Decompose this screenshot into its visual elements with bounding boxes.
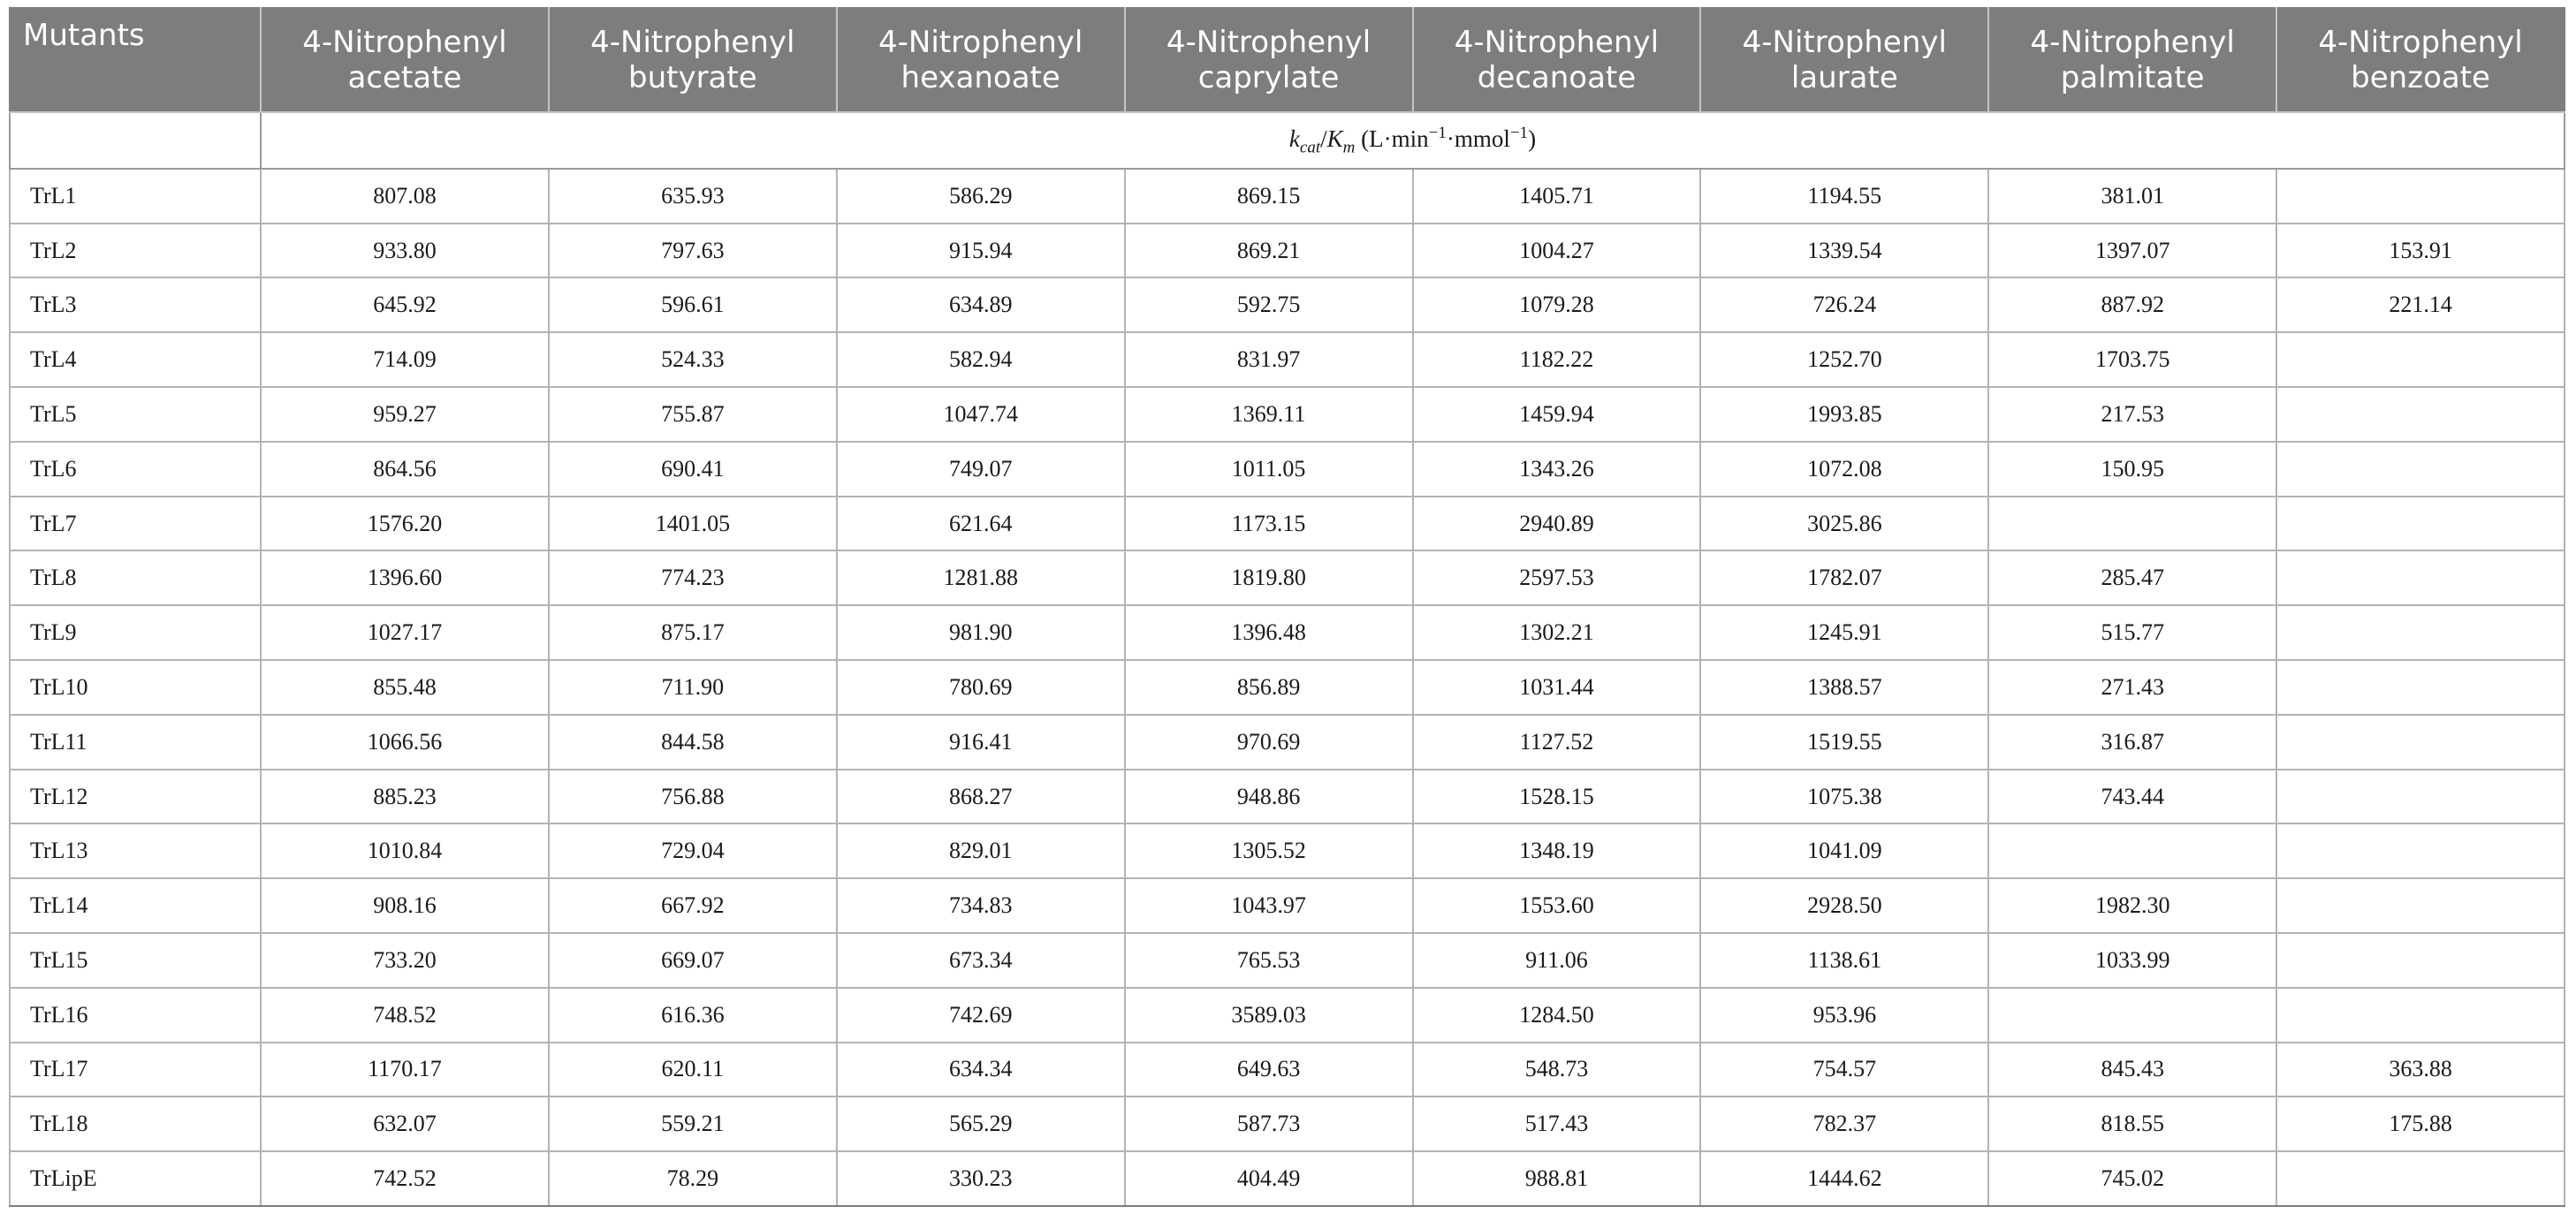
value-cell: 988.81 xyxy=(1413,1151,1701,1206)
value-cell xyxy=(2276,878,2565,933)
km-sub: m xyxy=(1342,138,1356,157)
value-cell: 807.08 xyxy=(261,169,549,224)
value-cell: 875.17 xyxy=(549,605,837,660)
value-cell: 864.56 xyxy=(261,442,549,497)
value-cell: 285.47 xyxy=(1988,550,2276,605)
value-cell: 754.57 xyxy=(1700,1043,1988,1097)
header-substrate xyxy=(1413,8,1701,112)
value-cell: 887.92 xyxy=(1988,277,2276,332)
value-cell: 78.29 xyxy=(549,1151,837,1206)
value-cell: 868.27 xyxy=(837,770,1125,824)
value-cell: 1031.44 xyxy=(1413,660,1701,715)
kcat-sub: cat xyxy=(1299,138,1321,157)
value-cell: 548.73 xyxy=(1413,1043,1701,1097)
header-line1: 4-Nitrophenyl xyxy=(1166,25,1372,60)
value-cell: 818.55 xyxy=(1988,1096,2276,1151)
mutant-name-cell: TrL14 xyxy=(10,878,261,933)
value-cell: 869.15 xyxy=(1125,169,1413,224)
table-row xyxy=(10,988,2565,1043)
value-cell: 1348.19 xyxy=(1413,823,1701,878)
value-cell: 1343.26 xyxy=(1413,442,1701,497)
value-cell: 1281.88 xyxy=(837,550,1125,605)
value-cell: 1405.71 xyxy=(1413,169,1701,224)
value-cell: 524.33 xyxy=(549,332,837,387)
unit-slash: / xyxy=(1320,125,1327,152)
value-cell: 1459.94 xyxy=(1413,387,1701,442)
header-line1: 4-Nitrophenyl xyxy=(2030,25,2235,60)
value-cell xyxy=(2276,442,2565,497)
header-line1: 4-Nitrophenyl xyxy=(1742,25,1947,60)
km-k: K xyxy=(1326,125,1343,152)
value-cell: 856.89 xyxy=(1125,660,1413,715)
value-cell: 1010.84 xyxy=(261,823,549,878)
value-cell: 1033.99 xyxy=(1988,933,2276,988)
value-cell: 1079.28 xyxy=(1413,277,1701,332)
unit-row-empty-cell xyxy=(10,112,261,169)
header-line1: 4-Nitrophenyl xyxy=(2318,25,2523,60)
value-cell: 517.43 xyxy=(1413,1096,1701,1151)
value-cell: 1528.15 xyxy=(1413,770,1701,824)
table-row xyxy=(10,277,2565,332)
mutant-name-cell: TrL12 xyxy=(10,770,261,824)
kinetics-table xyxy=(9,7,2565,1207)
value-cell: 1252.70 xyxy=(1700,332,1988,387)
value-cell: 175.88 xyxy=(2276,1096,2565,1151)
value-cell: 1066.56 xyxy=(261,715,549,770)
table-header-row xyxy=(10,8,2565,112)
value-cell: 2940.89 xyxy=(1413,497,1701,551)
value-cell: 1396.60 xyxy=(261,550,549,605)
value-cell: 780.69 xyxy=(837,660,1125,715)
header-substrate xyxy=(1125,8,1413,112)
value-cell: 620.11 xyxy=(549,1043,837,1097)
value-cell: 1782.07 xyxy=(1700,550,1988,605)
header-line2: benzoate xyxy=(2351,60,2490,95)
value-cell: 959.27 xyxy=(261,387,549,442)
value-cell: 649.63 xyxy=(1125,1043,1413,1097)
table-row xyxy=(10,387,2565,442)
value-cell: 1138.61 xyxy=(1700,933,1988,988)
value-cell: 1047.74 xyxy=(837,387,1125,442)
value-cell: 729.04 xyxy=(549,823,837,878)
mutant-name-cell: TrL11 xyxy=(10,715,261,770)
table-row xyxy=(10,1043,2565,1097)
mutant-name-cell: TrL6 xyxy=(10,442,261,497)
unit-exp2: −1 xyxy=(1509,123,1529,142)
value-cell xyxy=(2276,169,2565,224)
value-cell: 1011.05 xyxy=(1125,442,1413,497)
value-cell: 645.92 xyxy=(261,277,549,332)
value-cell: 673.34 xyxy=(837,933,1125,988)
value-cell: 1993.85 xyxy=(1700,387,1988,442)
value-cell: 221.14 xyxy=(2276,277,2565,332)
value-cell: 1553.60 xyxy=(1413,878,1701,933)
mutant-name-cell: TrL13 xyxy=(10,823,261,878)
header-line1: 4-Nitrophenyl xyxy=(878,25,1083,60)
value-cell: 586.29 xyxy=(837,169,1125,224)
value-cell: 404.49 xyxy=(1125,1151,1413,1206)
header-line1: 4-Nitrophenyl xyxy=(590,25,795,60)
value-cell: 667.92 xyxy=(549,878,837,933)
value-cell: 3589.03 xyxy=(1125,988,1413,1043)
mutant-name-cell: TrL10 xyxy=(10,660,261,715)
value-cell: 565.29 xyxy=(837,1096,1125,1151)
value-cell: 745.02 xyxy=(1988,1151,2276,1206)
table-row xyxy=(10,715,2565,770)
value-cell: 153.91 xyxy=(2276,224,2565,278)
value-cell: 1043.97 xyxy=(1125,878,1413,933)
value-cell: 635.93 xyxy=(549,169,837,224)
value-cell xyxy=(2276,770,2565,824)
value-cell xyxy=(2276,823,2565,878)
value-cell: 915.94 xyxy=(837,224,1125,278)
value-cell: 1173.15 xyxy=(1125,497,1413,551)
value-cell: 844.58 xyxy=(549,715,837,770)
value-cell: 690.41 xyxy=(549,442,837,497)
value-cell: 634.89 xyxy=(837,277,1125,332)
value-cell: 363.88 xyxy=(2276,1043,2565,1097)
table-row xyxy=(10,605,2565,660)
header-substrate xyxy=(837,8,1125,112)
value-cell xyxy=(2276,988,2565,1043)
value-cell: 743.44 xyxy=(1988,770,2276,824)
value-cell: 714.09 xyxy=(261,332,549,387)
value-cell: 559.21 xyxy=(549,1096,837,1151)
header-line2: decanoate xyxy=(1477,60,1637,95)
value-cell: 150.95 xyxy=(1988,442,2276,497)
table-row xyxy=(10,550,2565,605)
value-cell: 582.94 xyxy=(837,332,1125,387)
value-cell: 271.43 xyxy=(1988,660,2276,715)
mutant-name-cell: TrL18 xyxy=(10,1096,261,1151)
value-cell: 911.06 xyxy=(1413,933,1701,988)
table-row xyxy=(10,660,2565,715)
mutant-name-cell: TrL17 xyxy=(10,1043,261,1097)
value-cell: 1127.52 xyxy=(1413,715,1701,770)
value-cell: 970.69 xyxy=(1125,715,1413,770)
value-cell: 829.01 xyxy=(837,823,1125,878)
value-cell: 1703.75 xyxy=(1988,332,2276,387)
value-cell: 3025.86 xyxy=(1700,497,1988,551)
unit-row xyxy=(10,112,2565,169)
value-cell: 1004.27 xyxy=(1413,224,1701,278)
mutant-name-cell: TrL7 xyxy=(10,497,261,551)
mutant-name-cell: TrLipE xyxy=(10,1151,261,1206)
header-substrate xyxy=(261,8,549,112)
table-row xyxy=(10,823,2565,878)
table-row xyxy=(10,332,2565,387)
header-line2: acetate xyxy=(347,60,462,95)
value-cell: 1305.52 xyxy=(1125,823,1413,878)
value-cell: 217.53 xyxy=(1988,387,2276,442)
unit-mid: ·mmol xyxy=(1446,125,1510,152)
value-cell: 734.83 xyxy=(837,878,1125,933)
value-cell xyxy=(2276,715,2565,770)
value-cell: 981.90 xyxy=(837,605,1125,660)
value-cell: 2597.53 xyxy=(1413,550,1701,605)
value-cell xyxy=(2276,497,2565,551)
value-cell: 621.64 xyxy=(837,497,1125,551)
value-cell: 2928.50 xyxy=(1700,878,1988,933)
value-cell: 592.75 xyxy=(1125,277,1413,332)
value-cell: 885.23 xyxy=(261,770,549,824)
value-cell xyxy=(1988,988,2276,1043)
mutant-name-cell: TrL15 xyxy=(10,933,261,988)
value-cell xyxy=(2276,1151,2565,1206)
value-cell: 765.53 xyxy=(1125,933,1413,988)
value-cell: 596.61 xyxy=(549,277,837,332)
value-cell: 1401.05 xyxy=(549,497,837,551)
value-cell: 1170.17 xyxy=(261,1043,549,1097)
value-cell: 1397.07 xyxy=(1988,224,2276,278)
header-line2: butyrate xyxy=(627,60,757,95)
table-row xyxy=(10,770,2565,824)
value-cell xyxy=(2276,332,2565,387)
value-cell: 1075.38 xyxy=(1700,770,1988,824)
value-cell xyxy=(1988,497,2276,551)
table-row xyxy=(10,933,2565,988)
value-cell: 1194.55 xyxy=(1700,169,1988,224)
value-cell: 933.80 xyxy=(261,224,549,278)
value-cell: 748.52 xyxy=(261,988,549,1043)
mutant-name-cell: TrL1 xyxy=(10,169,261,224)
value-cell: 1369.11 xyxy=(1125,387,1413,442)
header-substrate xyxy=(1700,8,1988,112)
header-line1: 4-Nitrophenyl xyxy=(302,25,507,60)
header-mutants: Mutants xyxy=(10,8,261,112)
value-cell: 1576.20 xyxy=(261,497,549,551)
value-cell: 855.48 xyxy=(261,660,549,715)
mutant-name-cell: TrL9 xyxy=(10,605,261,660)
mutant-name-cell: TrL4 xyxy=(10,332,261,387)
value-cell xyxy=(2276,660,2565,715)
value-cell: 616.36 xyxy=(549,988,837,1043)
header-line2: laurate xyxy=(1790,60,1898,95)
value-cell: 1388.57 xyxy=(1700,660,1988,715)
value-cell: 742.52 xyxy=(261,1151,549,1206)
value-cell: 869.21 xyxy=(1125,224,1413,278)
value-cell: 1982.30 xyxy=(1988,878,2276,933)
unit-open: (L·min xyxy=(1355,125,1429,152)
table-row xyxy=(10,878,2565,933)
value-cell: 916.41 xyxy=(837,715,1125,770)
value-cell: 953.96 xyxy=(1700,988,1988,1043)
value-cell xyxy=(2276,387,2565,442)
table-row xyxy=(10,224,2565,278)
value-cell: 1284.50 xyxy=(1413,988,1701,1043)
value-cell: 1819.80 xyxy=(1125,550,1413,605)
value-cell: 632.07 xyxy=(261,1096,549,1151)
table-row xyxy=(10,169,2565,224)
value-cell: 316.87 xyxy=(1988,715,2276,770)
header-substrate xyxy=(2276,8,2565,112)
value-cell: 831.97 xyxy=(1125,332,1413,387)
table-row xyxy=(10,1096,2565,1151)
header-line2: caprylate xyxy=(1197,60,1340,95)
value-cell: 587.73 xyxy=(1125,1096,1413,1151)
mutant-name-cell: TrL5 xyxy=(10,387,261,442)
value-cell: 845.43 xyxy=(1988,1043,2276,1097)
value-cell: 1072.08 xyxy=(1700,442,1988,497)
value-cell: 756.88 xyxy=(549,770,837,824)
unit-exp1: −1 xyxy=(1428,123,1447,142)
value-cell: 1444.62 xyxy=(1700,1151,1988,1206)
value-cell: 669.07 xyxy=(549,933,837,988)
value-cell: 782.37 xyxy=(1700,1096,1988,1151)
value-cell: 1302.21 xyxy=(1413,605,1701,660)
value-cell: 948.86 xyxy=(1125,770,1413,824)
value-cell xyxy=(2276,550,2565,605)
value-cell: 1245.91 xyxy=(1700,605,1988,660)
table-row xyxy=(10,442,2565,497)
value-cell: 908.16 xyxy=(261,878,549,933)
value-cell: 711.90 xyxy=(549,660,837,715)
value-cell xyxy=(2276,933,2565,988)
header-substrate xyxy=(1988,8,2276,112)
value-cell: 1182.22 xyxy=(1413,332,1701,387)
value-cell: 515.77 xyxy=(1988,605,2276,660)
value-cell: 1041.09 xyxy=(1700,823,1988,878)
mutant-name-cell: TrL2 xyxy=(10,224,261,278)
header-substrate xyxy=(549,8,837,112)
unit-label xyxy=(261,112,2565,169)
value-cell: 1519.55 xyxy=(1700,715,1988,770)
value-cell: 634.34 xyxy=(837,1043,1125,1097)
mutant-name-cell: TrL16 xyxy=(10,988,261,1043)
value-cell: 330.23 xyxy=(837,1151,1125,1206)
value-cell: 742.69 xyxy=(837,988,1125,1043)
mutant-name-cell: TrL3 xyxy=(10,277,261,332)
table-row xyxy=(10,497,2565,551)
header-line1: 4-Nitrophenyl xyxy=(1454,25,1660,60)
mutant-name-cell: TrL8 xyxy=(10,550,261,605)
header-line2: hexanoate xyxy=(900,60,1060,95)
value-cell: 381.01 xyxy=(1988,169,2276,224)
table-row xyxy=(10,1151,2565,1206)
value-cell: 755.87 xyxy=(549,387,837,442)
value-cell: 774.23 xyxy=(549,550,837,605)
kcat-k: k xyxy=(1288,125,1300,152)
value-cell: 1027.17 xyxy=(261,605,549,660)
value-cell: 749.07 xyxy=(837,442,1125,497)
value-cell xyxy=(1988,823,2276,878)
value-cell: 797.63 xyxy=(549,224,837,278)
value-cell: 726.24 xyxy=(1700,277,1988,332)
value-cell: 733.20 xyxy=(261,933,549,988)
value-cell: 1339.54 xyxy=(1700,224,1988,278)
value-cell xyxy=(2276,605,2565,660)
header-line2: palmitate xyxy=(2060,60,2205,95)
value-cell: 1396.48 xyxy=(1125,605,1413,660)
unit-close: ) xyxy=(1528,125,1537,152)
